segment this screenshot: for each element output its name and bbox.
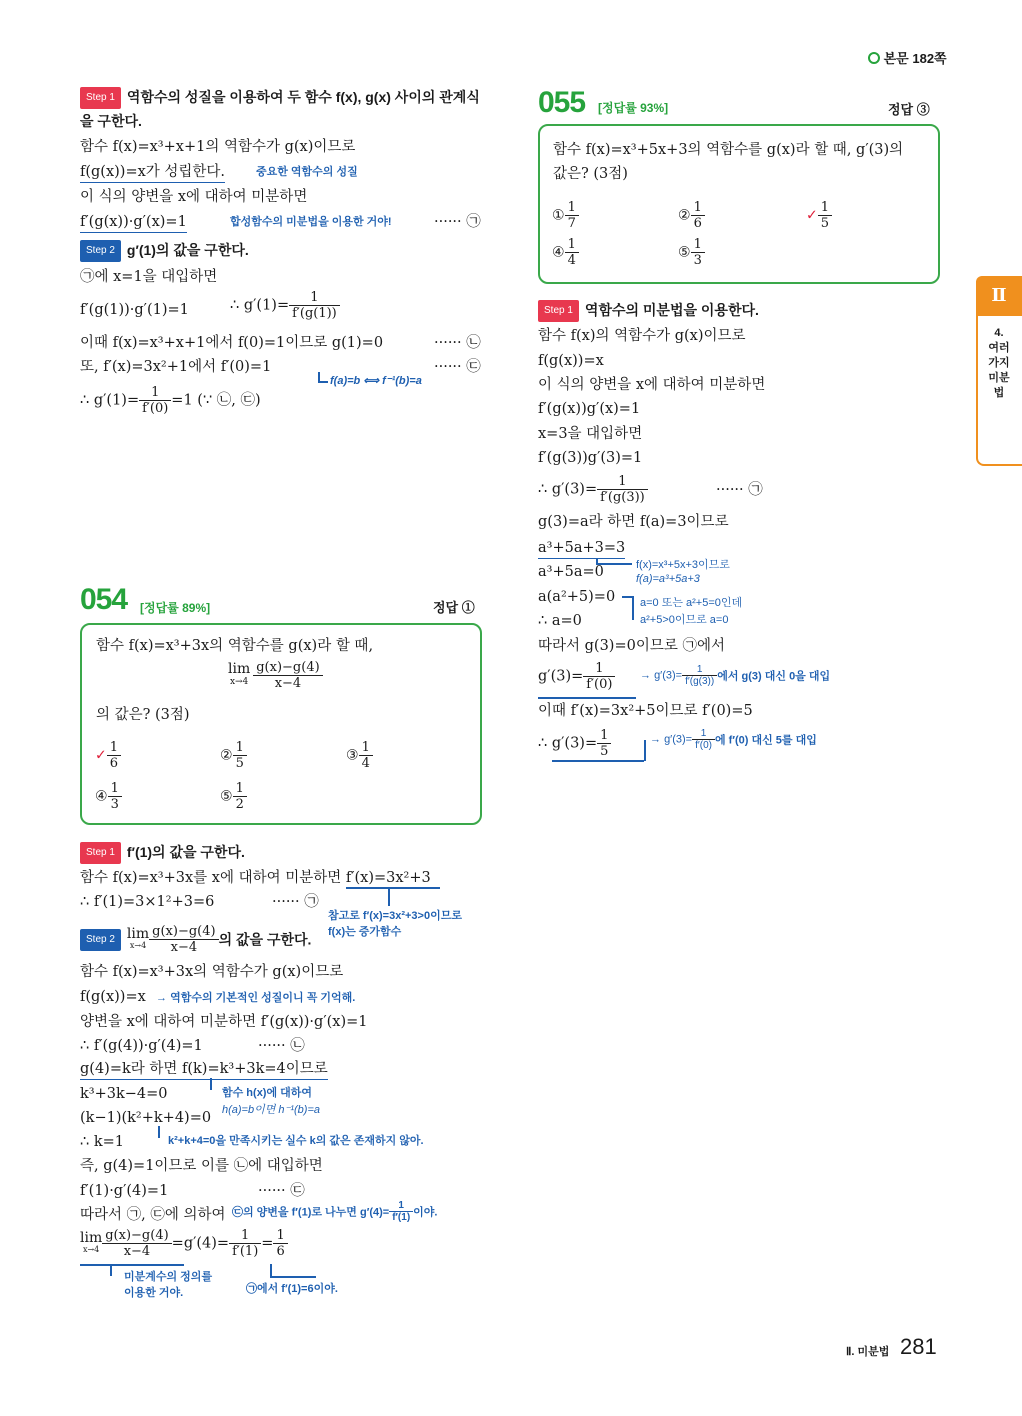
equation-marker: ······ ㉡ — [258, 1038, 305, 1054]
step1-heading-cont: 을 구한다. — [80, 113, 142, 129]
solution-line: 양변을 x에 대하여 미분하면 f′(g(x))·g′(x)=1 — [80, 1014, 368, 1030]
solution-line: ∴ g′(3)= $\frac{1}{f'(g(3))}$ — [538, 474, 648, 505]
chapter-roman: Ⅱ — [976, 276, 1022, 316]
equation-marker: ······ ㉠ — [434, 214, 481, 230]
solution-line: ∴ g′(1)= $\frac{1}{f'(g(1))}$ — [230, 290, 340, 321]
solution-line: g(4)=k라 하면 f(k)=k³+3k=4이므로 — [80, 1059, 328, 1080]
underline — [80, 1264, 184, 1266]
step2-heading: Step 2 g′(1)의 값을 구한다. — [80, 240, 249, 262]
step1-heading: Step 1 역함수의 성질을 이용하여 두 함수 f(x), g(x) 사이의 관계식 — [80, 87, 480, 109]
arrow-line — [210, 1078, 212, 1090]
solution-line: 함수 f(x)의 역함수가 g(x)이므로 — [538, 328, 746, 344]
choice-1[interactable]: ✓ $\frac{1}{6}$ — [95, 740, 121, 771]
solution-line: 이때 f′(x)=3x²+5이므로 f′(0)=5 — [538, 703, 753, 719]
annotation: h(a)=b이면 h⁻¹(b)=a — [222, 1104, 320, 1116]
annotation: 미분계수의 정의를 — [124, 1271, 213, 1283]
solution-line: f′(g(x))·g′(x)=1 — [80, 212, 187, 233]
question-text: 의 값은? (3점) — [96, 707, 190, 723]
equation-marker: ······ ㉡ — [434, 335, 481, 351]
question-limit: lim x→4 $\frac{g(x)-g(4)}{x-4}$ — [228, 660, 323, 691]
answer-label: 정답 ① — [433, 600, 475, 615]
fraction: $\frac{1}{f'(0)}$ — [139, 385, 171, 416]
step-badge: Step 1 — [538, 300, 579, 322]
choice-4[interactable]: ④ $\frac{1}{4}$ — [552, 237, 579, 268]
solution-line: f′(1)·g′(4)=1 — [80, 1183, 169, 1199]
arrow-line — [270, 1264, 272, 1276]
annotation: f(x)는 증가함수 — [328, 926, 402, 938]
annotation: 함수 h(x)에 대하여 — [222, 1087, 313, 1099]
solution-line: 즉, g(4)=1이므로 이를 ㉡에 대입하면 — [80, 1158, 323, 1174]
choice-4[interactable]: ④ $\frac{1}{3}$ — [95, 781, 122, 812]
choice-3[interactable]: ✓ $\frac{1}{5}$ — [806, 200, 832, 231]
arrow-line — [388, 888, 390, 906]
step-badge: Step 1 — [80, 87, 121, 109]
annotation: → 역함수의 기본적인 성질이니 꼭 기억해. — [156, 992, 356, 1004]
annotation: → g′(3)= $\frac{1}{f'(0)}$ 에 f′(0) 대신 5를 대입 — [650, 728, 817, 751]
step-badge: Step 2 — [80, 240, 121, 262]
underline — [346, 887, 440, 889]
solution-line: ∴ f′(g(4))·g′(4)=1 — [80, 1038, 203, 1054]
solution-line: f(g(x))=x — [538, 353, 604, 369]
correct-rate: [정답률 89%] — [140, 601, 211, 615]
equation-marker: ······ ㉠ — [272, 894, 319, 910]
arrow-line — [270, 1276, 316, 1278]
choice-2[interactable]: ② $\frac{1}{5}$ — [220, 740, 247, 771]
annotation: ㉢의 양변을 f′(1)로 나누면 g′(4)= $\frac{1}{f'(1)}$ 이야. — [232, 1200, 438, 1223]
choice-5[interactable]: ⑤ $\frac{1}{3}$ — [678, 237, 705, 268]
solution-line: f′(g(x))g′(x)=1 — [538, 401, 641, 417]
solution-line: 이 식의 양변을 x에 대하여 미분하면 — [538, 377, 766, 393]
solution-line: f′(g(1))·g′(1)=1 — [80, 302, 189, 318]
solution-line: f(g(x))=x가 성립한다. — [80, 162, 225, 183]
underline — [538, 697, 636, 699]
solution-line: x=3을 대입하면 — [538, 426, 643, 442]
solution-line: 이 식의 양변을 x에 대하여 미분하면 — [80, 189, 308, 205]
step1-heading: Step 1 역함수의 미분법을 이용한다. — [538, 300, 759, 322]
final-answer-line: ∴ g′(3)= $\frac{1}{5}$ — [538, 728, 611, 759]
annotation: 참고로 f′(x)=3x²+3>0이므로 — [328, 910, 462, 922]
step-badge: Step 1 — [80, 842, 121, 864]
solution-line: ∴ k=1 — [80, 1134, 124, 1150]
bracket-line — [632, 596, 634, 620]
chapter-title: 4. 여러 가지 미분법 — [988, 327, 1010, 399]
annotation: k²+k+4=0을 만족시키는 실수 k의 값은 존재하지 않아. — [168, 1135, 424, 1147]
annotation: → g′(3)= $\frac{1}{f'(g(3))}$ 에서 g(3) 대신 0을 대입 — [640, 664, 831, 687]
solution-line: ∴ g′(1)= $\frac{1}{f'(0)}$ =1 (∵ ㉡, ㉢) — [80, 385, 261, 416]
solution-line: a(a²+5)=0 — [538, 589, 616, 605]
final-answer-line: lim x→4 $\frac{g(x)-g(4)}{x-4}$ =g′(4)= $\frac{1}{f'(1)}$ = $\frac{1}{6}$ — [80, 1228, 288, 1259]
arrow-line — [158, 1126, 160, 1138]
question-text: 함수 f(x)=x³+5x+3의 역함수를 g(x)라 할 때, g′(3)의 — [553, 142, 904, 158]
answer-label: 정답 ③ — [888, 102, 930, 117]
page-ref: 본문 182쪽 — [868, 48, 947, 67]
arrow-line — [318, 381, 328, 383]
choice-3[interactable]: ③ $\frac{1}{4}$ — [346, 740, 373, 771]
solution-line: ㉠에 x=1을 대입하면 — [80, 269, 218, 285]
choice-2[interactable]: ② $\frac{1}{6}$ — [678, 200, 705, 231]
problem-number: 055 — [538, 86, 586, 119]
solution-line: g(3)=a라 하면 f(a)=3이므로 — [538, 514, 729, 530]
solution-line: f(g(x))=x — [80, 989, 146, 1005]
solution-line: 따라서 g(3)=0이므로 ㉠에서 — [538, 638, 725, 654]
solution-line: 따라서 ㉠, ㉢에 의하여 — [80, 1207, 226, 1223]
check-mark-icon: ✓ — [806, 207, 818, 224]
arrow-line — [110, 1264, 112, 1276]
annotation: 합성함수의 미분법을 이용한 거야! — [230, 216, 392, 228]
equation-marker: ······ ㉢ — [434, 359, 481, 375]
solution-line: ∴ a=0 — [538, 613, 582, 629]
underline — [552, 760, 644, 762]
annotation: a=0 또는 a²+5=0인데 — [640, 597, 743, 609]
annotation: f(x)=x³+5x+3이므로 — [636, 559, 730, 571]
fraction: $\frac{g(x)-g(4)}{x-4}$ — [253, 660, 322, 691]
question-text: 값은? (3점) — [553, 166, 628, 182]
check-mark-icon: ✓ — [95, 747, 107, 764]
step-badge: Step 2 — [80, 929, 121, 951]
question-text: 함수 f(x)=x³+3x의 역함수를 g(x)라 할 때, — [96, 638, 374, 654]
annotation: 이용한 거야. — [124, 1287, 184, 1299]
annotation: f(a)=a³+5a+3 — [636, 573, 700, 585]
solution-line: 이때 f(x)=x³+x+1에서 f(0)=1이므로 g(1)=0 — [80, 335, 384, 351]
annotation: ㉠에서 f′(1)=6이야. — [246, 1283, 338, 1295]
solution-line: 또, f′(x)=3x²+1에서 f′(0)=1 — [80, 359, 272, 375]
page-number: 281 — [900, 1334, 937, 1359]
annotation: f(a)=b ⟺ f⁻¹(b)=a — [330, 375, 422, 387]
solution-line: f′(g(3))g′(3)=1 — [538, 450, 643, 466]
fraction: $\frac{1}{f'(g(1))}$ — [289, 290, 340, 321]
step1-heading: Step 1 f′(1)의 값을 구한다. — [80, 842, 245, 864]
solution-line: (k−1)(k²+k+4)=0 — [80, 1110, 212, 1126]
solution-line: 함수 f(x)=x³+x+1의 역함수가 g(x)이므로 — [80, 139, 356, 155]
correct-rate: [정답률 93%] — [598, 101, 669, 115]
equation-marker: ······ ㉠ — [716, 482, 763, 498]
solution-line: a³+5a=0 — [538, 564, 604, 580]
annotation: 중요한 역함수의 성질 — [256, 166, 358, 178]
solution-line: 함수 f(x)=x³+3x의 역함수가 g(x)이므로 — [80, 964, 344, 980]
choice-1[interactable]: ① $\frac{1}{7}$ — [552, 200, 579, 231]
solution-line: g′(3)= $\frac{1}{f'(0)}$ — [538, 661, 615, 692]
solution-line: 함수 f(x)=x³+3x를 x에 대하여 미분하면 f′(x)=3x²+3 — [80, 870, 431, 886]
step2-heading: Step 2 lim x→4 $\frac{g(x)-g(4)}{x-4}$ 의 값을 구한다. — [80, 924, 311, 955]
solution-line: a³+5a+3=3 — [538, 538, 625, 559]
solution-line: k³+3k−4=0 — [80, 1086, 168, 1102]
problem-number: 054 — [80, 583, 128, 616]
equation-marker: ······ ㉢ — [258, 1183, 305, 1199]
circle-icon — [868, 52, 880, 64]
choice-5[interactable]: ⑤ $\frac{1}{2}$ — [220, 781, 247, 812]
footer-chapter: Ⅱ. 미분법 — [846, 1346, 890, 1358]
arrow-line — [644, 740, 646, 761]
solution-line: ∴ f′(1)=3×1²+3=6 — [80, 894, 215, 910]
annotation: a²+5>0이므로 a=0 — [640, 614, 729, 626]
